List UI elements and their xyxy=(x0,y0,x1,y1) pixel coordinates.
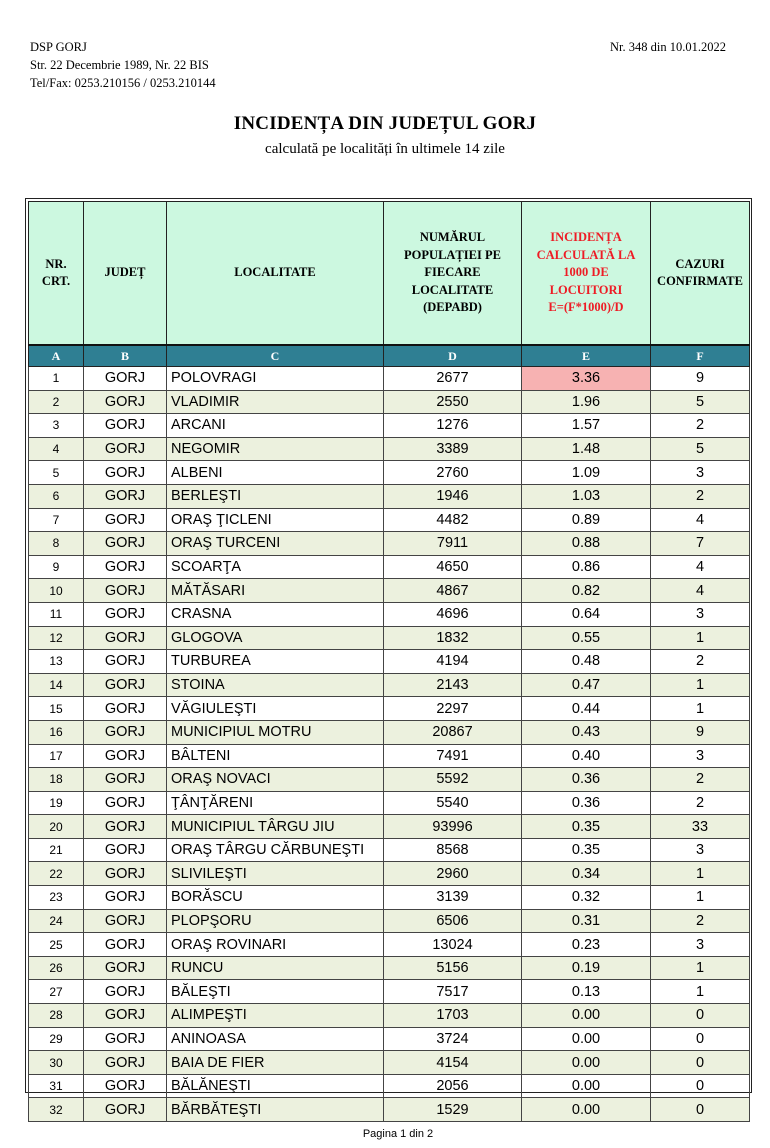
incidence-table xyxy=(28,201,750,1122)
locality-cell: POLOVRAGI xyxy=(167,367,384,391)
table-body xyxy=(29,367,750,1122)
incidence-table-frame xyxy=(25,198,752,1118)
table-row xyxy=(29,862,750,886)
cases-cell: 2 xyxy=(651,484,750,508)
incidence-cell: 0.48 xyxy=(522,650,651,674)
row-number: 11 xyxy=(29,602,84,626)
cases-cell: 0 xyxy=(651,1051,750,1075)
row-number: 4 xyxy=(29,437,84,461)
locality-cell: SCOARŢA xyxy=(167,555,384,579)
cases-cell: 4 xyxy=(651,555,750,579)
row-number: 28 xyxy=(29,1004,84,1028)
locality-cell: ORAŞ TURCENI xyxy=(167,532,384,556)
table-row xyxy=(29,602,750,626)
row-number: 21 xyxy=(29,838,84,862)
locality-cell: BĂRBĂTEŞTI xyxy=(167,1098,384,1122)
population-cell: 2297 xyxy=(384,697,522,721)
cases-cell: 1 xyxy=(651,626,750,650)
cases-cell: 3 xyxy=(651,838,750,862)
row-number: 27 xyxy=(29,980,84,1004)
county-cell: GORJ xyxy=(84,1098,167,1122)
county-cell: GORJ xyxy=(84,555,167,579)
cases-cell: 3 xyxy=(651,744,750,768)
header-cazuri-line: CAZURI xyxy=(675,256,725,271)
header-incidenta-line: CALCULATĂ LA xyxy=(536,247,636,262)
row-number: 12 xyxy=(29,626,84,650)
header-incidenta-line: INCIDENȚA xyxy=(550,230,622,245)
table-row xyxy=(29,697,750,721)
locality-cell: ALBENI xyxy=(167,461,384,485)
row-number: 16 xyxy=(29,720,84,744)
table-row xyxy=(29,768,750,792)
locality-cell: ORAŞ ŢICLENI xyxy=(167,508,384,532)
table-row xyxy=(29,1098,750,1122)
table-row xyxy=(29,437,750,461)
incidence-cell: 0.86 xyxy=(522,555,651,579)
table-row xyxy=(29,579,750,603)
incidence-cell: 0.19 xyxy=(522,956,651,980)
population-cell: 7491 xyxy=(384,744,522,768)
table-row xyxy=(29,1051,750,1075)
cases-cell: 9 xyxy=(651,720,750,744)
issuer-address: Str. 22 Decembrie 1989, Nr. 22 BIS xyxy=(30,58,209,72)
cases-cell: 5 xyxy=(651,437,750,461)
cases-cell: 2 xyxy=(651,768,750,792)
population-cell: 1276 xyxy=(384,414,522,438)
column-letter: B xyxy=(84,345,167,367)
locality-cell: MUNICIPIUL MOTRU xyxy=(167,720,384,744)
incidence-cell: 0.44 xyxy=(522,697,651,721)
locality-cell: VLADIMIR xyxy=(167,390,384,414)
cases-cell: 9 xyxy=(651,367,750,391)
population-cell: 4194 xyxy=(384,650,522,674)
table-row xyxy=(29,626,750,650)
issuer-block xyxy=(30,38,216,92)
county-cell: GORJ xyxy=(84,1051,167,1075)
incidence-cell: 0.55 xyxy=(522,626,651,650)
incidence-cell: 0.00 xyxy=(522,1098,651,1122)
population-cell: 3139 xyxy=(384,886,522,910)
incidence-cell: 0.89 xyxy=(522,508,651,532)
cases-cell: 4 xyxy=(651,508,750,532)
locality-cell: ARCANI xyxy=(167,414,384,438)
county-cell: GORJ xyxy=(84,838,167,862)
row-number: 14 xyxy=(29,673,84,697)
header-incidenta xyxy=(522,202,651,346)
population-cell: 5540 xyxy=(384,791,522,815)
locality-cell: BÂLTENI xyxy=(167,744,384,768)
header-populatie xyxy=(384,202,522,346)
document-number: Nr. 348 din 10.01.2022 xyxy=(610,40,726,54)
table-row xyxy=(29,1074,750,1098)
incidence-cell: 0.36 xyxy=(522,791,651,815)
table-row xyxy=(29,933,750,957)
header-populatie-line: (DEPABD) xyxy=(423,300,482,315)
row-number: 9 xyxy=(29,555,84,579)
header-nr-crt xyxy=(29,202,84,346)
county-cell: GORJ xyxy=(84,886,167,910)
county-cell: GORJ xyxy=(84,909,167,933)
header-localitate: LOCALITATE xyxy=(167,202,384,346)
cases-cell: 2 xyxy=(651,909,750,933)
issuer-contact: Tel/Fax: 0253.210156 / 0253.210144 xyxy=(30,76,216,90)
county-cell: GORJ xyxy=(84,791,167,815)
county-cell: GORJ xyxy=(84,390,167,414)
locality-cell: TURBUREA xyxy=(167,650,384,674)
county-cell: GORJ xyxy=(84,980,167,1004)
cases-cell: 7 xyxy=(651,532,750,556)
incidence-cell: 0.00 xyxy=(522,1027,651,1051)
row-number: 17 xyxy=(29,744,84,768)
population-cell: 4867 xyxy=(384,579,522,603)
county-cell: GORJ xyxy=(84,697,167,721)
row-number: 6 xyxy=(29,484,84,508)
row-number: 7 xyxy=(29,508,84,532)
cases-cell: 1 xyxy=(651,980,750,1004)
cases-cell: 0 xyxy=(651,1027,750,1051)
incidence-cell: 0.43 xyxy=(522,720,651,744)
header-populatie-line: NUMĂRUL xyxy=(419,230,486,245)
incidence-cell: 1.03 xyxy=(522,484,651,508)
table-row xyxy=(29,390,750,414)
locality-cell: ANINOASA xyxy=(167,1027,384,1051)
population-cell: 4482 xyxy=(384,508,522,532)
county-cell: GORJ xyxy=(84,956,167,980)
locality-cell: STOINA xyxy=(167,673,384,697)
population-cell: 1529 xyxy=(384,1098,522,1122)
incidence-cell: 0.00 xyxy=(522,1004,651,1028)
table-row xyxy=(29,980,750,1004)
county-cell: GORJ xyxy=(84,815,167,839)
population-cell: 2550 xyxy=(384,390,522,414)
table-row xyxy=(29,414,750,438)
population-cell: 8568 xyxy=(384,838,522,862)
county-cell: GORJ xyxy=(84,532,167,556)
population-cell: 5156 xyxy=(384,956,522,980)
table-row xyxy=(29,744,750,768)
row-number: 30 xyxy=(29,1051,84,1075)
locality-cell: BĂLĂNEŞTI xyxy=(167,1074,384,1098)
locality-cell: ORAŞ NOVACI xyxy=(167,768,384,792)
population-cell: 2677 xyxy=(384,367,522,391)
population-cell: 13024 xyxy=(384,933,522,957)
county-cell: GORJ xyxy=(84,720,167,744)
row-number: 24 xyxy=(29,909,84,933)
county-cell: GORJ xyxy=(84,673,167,697)
cases-cell: 3 xyxy=(651,602,750,626)
locality-cell: GLOGOVA xyxy=(167,626,384,650)
county-cell: GORJ xyxy=(84,1027,167,1051)
county-cell: GORJ xyxy=(84,461,167,485)
county-cell: GORJ xyxy=(84,367,167,391)
column-letter: E xyxy=(522,345,651,367)
locality-cell: BĂLEŞTI xyxy=(167,980,384,1004)
incidence-cell: 1.96 xyxy=(522,390,651,414)
table-row xyxy=(29,720,750,744)
table-row xyxy=(29,815,750,839)
locality-cell: BAIA DE FIER xyxy=(167,1051,384,1075)
incidence-cell: 0.00 xyxy=(522,1051,651,1075)
locality-cell: ŢÂNŢĂRENI xyxy=(167,791,384,815)
cases-cell: 3 xyxy=(651,461,750,485)
table-row xyxy=(29,508,750,532)
county-cell: GORJ xyxy=(84,1004,167,1028)
locality-cell: ALIMPEŞTI xyxy=(167,1004,384,1028)
header-populatie-line: LOCALITATE xyxy=(411,282,494,297)
table-row xyxy=(29,838,750,862)
incidence-cell: 0.36 xyxy=(522,768,651,792)
row-number: 22 xyxy=(29,862,84,886)
row-number: 31 xyxy=(29,1074,84,1098)
cases-cell: 33 xyxy=(651,815,750,839)
table-row xyxy=(29,367,750,391)
locality-cell: VĂGIULEŞTI xyxy=(167,697,384,721)
row-number: 25 xyxy=(29,933,84,957)
table-row xyxy=(29,555,750,579)
cases-cell: 1 xyxy=(651,697,750,721)
incidence-cell: 3.36 xyxy=(522,367,651,391)
table-row xyxy=(29,461,750,485)
cases-cell: 0 xyxy=(651,1004,750,1028)
county-cell: GORJ xyxy=(84,437,167,461)
header-judet: JUDEȚ xyxy=(84,202,167,346)
population-cell: 2960 xyxy=(384,862,522,886)
header-cazuri xyxy=(651,202,750,346)
page-footer: Pagina 1 din 2 xyxy=(362,1128,434,1140)
county-cell: GORJ xyxy=(84,484,167,508)
table-row xyxy=(29,484,750,508)
cases-cell: 5 xyxy=(651,390,750,414)
county-cell: GORJ xyxy=(84,414,167,438)
cases-cell: 1 xyxy=(651,886,750,910)
row-number: 5 xyxy=(29,461,84,485)
incidence-cell: 1.09 xyxy=(522,461,651,485)
cases-cell: 4 xyxy=(651,579,750,603)
incidence-cell: 1.57 xyxy=(522,414,651,438)
issuer-name: DSP GORJ xyxy=(30,40,87,54)
population-cell: 1703 xyxy=(384,1004,522,1028)
row-number: 29 xyxy=(29,1027,84,1051)
incidence-cell: 0.64 xyxy=(522,602,651,626)
population-cell: 6506 xyxy=(384,909,522,933)
incidence-cell: 0.00 xyxy=(522,1074,651,1098)
county-cell: GORJ xyxy=(84,862,167,886)
population-cell: 93996 xyxy=(384,815,522,839)
locality-cell: SLIVILEŞTI xyxy=(167,862,384,886)
population-cell: 7517 xyxy=(384,980,522,1004)
column-letter: C xyxy=(167,345,384,367)
column-letter: D xyxy=(384,345,522,367)
table-row xyxy=(29,886,750,910)
incidence-cell: 0.35 xyxy=(522,815,651,839)
population-cell: 2056 xyxy=(384,1074,522,1098)
row-number: 13 xyxy=(29,650,84,674)
cases-cell: 0 xyxy=(651,1098,750,1122)
header-cazuri-line: CONFIRMATE xyxy=(657,274,743,288)
population-cell: 3389 xyxy=(384,437,522,461)
county-cell: GORJ xyxy=(84,626,167,650)
county-cell: GORJ xyxy=(84,768,167,792)
cases-cell: 1 xyxy=(651,673,750,697)
population-cell: 4154 xyxy=(384,1051,522,1075)
row-number: 15 xyxy=(29,697,84,721)
incidence-cell: 0.23 xyxy=(522,933,651,957)
locality-cell: BORĂSCU xyxy=(167,886,384,910)
header-row xyxy=(29,202,750,346)
row-number: 1 xyxy=(29,367,84,391)
population-cell: 7911 xyxy=(384,532,522,556)
header-populatie-line: POPULAȚIEI PE xyxy=(404,247,501,262)
header-populatie-line: FIECARE xyxy=(424,265,481,280)
row-number: 8 xyxy=(29,532,84,556)
county-cell: GORJ xyxy=(84,650,167,674)
table-row xyxy=(29,532,750,556)
locality-cell: ORAŞ TÂRGU CĂRBUNEŞTI xyxy=(167,838,384,862)
incidence-cell: 0.88 xyxy=(522,532,651,556)
page-title: INCIDENȚA DIN JUDEȚUL GORJ xyxy=(233,113,537,134)
row-number: 18 xyxy=(29,768,84,792)
incidence-cell: 0.40 xyxy=(522,744,651,768)
locality-cell: NEGOMIR xyxy=(167,437,384,461)
incidence-cell: 0.35 xyxy=(522,838,651,862)
population-cell: 2760 xyxy=(384,461,522,485)
row-number: 23 xyxy=(29,886,84,910)
cases-cell: 1 xyxy=(651,862,750,886)
locality-cell: BERLEŞTI xyxy=(167,484,384,508)
locality-cell: MĂTĂSARI xyxy=(167,579,384,603)
table-row xyxy=(29,956,750,980)
population-cell: 1946 xyxy=(384,484,522,508)
row-number: 10 xyxy=(29,579,84,603)
county-cell: GORJ xyxy=(84,744,167,768)
population-cell: 1832 xyxy=(384,626,522,650)
population-cell: 20867 xyxy=(384,720,522,744)
incidence-cell: 0.31 xyxy=(522,909,651,933)
cases-cell: 2 xyxy=(651,791,750,815)
county-cell: GORJ xyxy=(84,602,167,626)
county-cell: GORJ xyxy=(84,933,167,957)
population-cell: 2143 xyxy=(384,673,522,697)
incidence-cell: 0.32 xyxy=(522,886,651,910)
incidence-cell: 1.48 xyxy=(522,437,651,461)
county-cell: GORJ xyxy=(84,1074,167,1098)
cases-cell: 2 xyxy=(651,414,750,438)
row-number: 26 xyxy=(29,956,84,980)
table-row xyxy=(29,1004,750,1028)
incidence-cell: 0.47 xyxy=(522,673,651,697)
table-row xyxy=(29,673,750,697)
cases-cell: 2 xyxy=(651,650,750,674)
row-number: 20 xyxy=(29,815,84,839)
header-nr-line: CRT. xyxy=(41,274,71,288)
table-row xyxy=(29,1027,750,1051)
population-cell: 4696 xyxy=(384,602,522,626)
locality-cell: CRASNA xyxy=(167,602,384,626)
column-letter: A xyxy=(29,345,84,367)
incidence-cell: 0.34 xyxy=(522,862,651,886)
cases-cell: 3 xyxy=(651,933,750,957)
table-row xyxy=(29,650,750,674)
population-cell: 4650 xyxy=(384,555,522,579)
header-incidenta-line: LOCUITORI xyxy=(549,282,623,297)
locality-cell: MUNICIPIUL TÂRGU JIU xyxy=(167,815,384,839)
header-nr-line: NR. xyxy=(45,256,67,271)
table-row xyxy=(29,791,750,815)
column-letter: F xyxy=(651,345,750,367)
column-letter-row xyxy=(29,345,750,367)
locality-cell: ORAŞ ROVINARI xyxy=(167,933,384,957)
incidence-cell: 0.13 xyxy=(522,980,651,1004)
cases-cell: 0 xyxy=(651,1074,750,1098)
row-number: 19 xyxy=(29,791,84,815)
population-cell: 5592 xyxy=(384,768,522,792)
locality-cell: PLOPŞORU xyxy=(167,909,384,933)
row-number: 32 xyxy=(29,1098,84,1122)
row-number: 2 xyxy=(29,390,84,414)
incidence-cell: 0.82 xyxy=(522,579,651,603)
population-cell: 3724 xyxy=(384,1027,522,1051)
county-cell: GORJ xyxy=(84,579,167,603)
locality-cell: RUNCU xyxy=(167,956,384,980)
row-number: 3 xyxy=(29,414,84,438)
table-row xyxy=(29,909,750,933)
cases-cell: 1 xyxy=(651,956,750,980)
header-incidenta-line: 1000 DE xyxy=(563,265,609,280)
header-incidenta-line: E=(F*1000)/D xyxy=(548,300,624,315)
county-cell: GORJ xyxy=(84,508,167,532)
page-subtitle: calculată pe localități în ultimele 14 zile xyxy=(265,141,505,157)
